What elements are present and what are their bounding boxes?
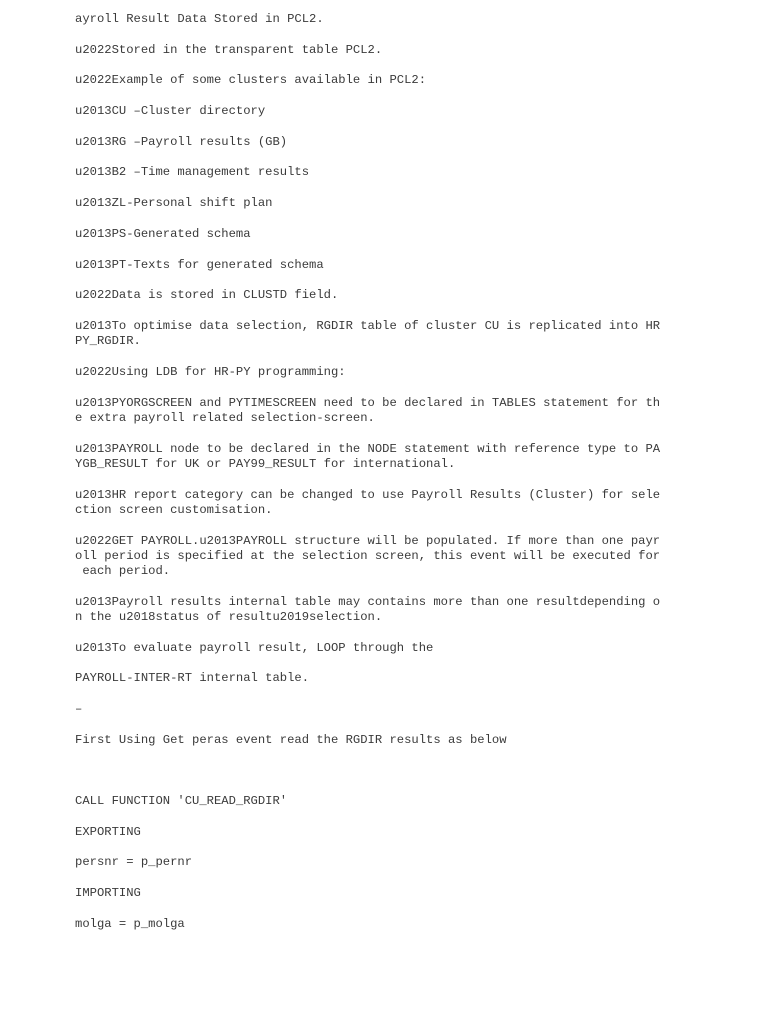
document-line: – <box>75 702 83 717</box>
document-line: ayroll Result Data Stored in PCL2. <box>75 12 324 26</box>
document-line: u2013B2 –Time management results <box>75 165 310 180</box>
document-line: u2022GET PAYROLL.u2013PAYROLL structure will be populated. If more than one payr oll period is specified at the selection screen, this event will be executed for each period. <box>75 533 661 579</box>
document-line: u2022Stored in the transparent table PCL2. <box>75 42 383 57</box>
document-line: u2013PAYROLL node to be declared in the NODE statement with reference type to PA YGB_RESULT for UK or PAY99_RESULT for international. <box>75 441 661 471</box>
document-line: u2013ZL-Personal shift plan <box>75 196 273 211</box>
code-line: CALL FUNCTION 'CU_READ_RGDIR' <box>75 794 288 809</box>
code-line: molga = p_molga <box>75 916 185 931</box>
document-line: PAYROLL-INTER-RT internal table. <box>75 671 310 686</box>
code-line: EXPORTING <box>75 824 141 839</box>
code-line: IMPORTING <box>75 886 141 901</box>
document-line: u2013RG –Payroll results (GB) <box>75 134 288 149</box>
document-line: u2013CU –Cluster directory <box>75 104 266 119</box>
document-line: u2013PT-Texts for generated schema <box>75 257 324 272</box>
document-line: u2013PYORGSCREEN and PYTIMESCREEN need to be declared in TABLES statement for th e extra payroll related selection-screen. <box>75 395 661 425</box>
document-line: u2022Example of some clusters available in PCL2: <box>75 73 427 88</box>
document-line: u2013HR report category can be changed to use Payroll Results (Cluster) for sele ction screen customisation. <box>75 487 661 517</box>
document-line: First Using Get peras event read the RGDIR results as below <box>75 732 507 747</box>
code-line: persnr = p_pernr <box>75 855 193 870</box>
document-line: u2013Payroll results internal table may contains more than one resultdepending o n the u2018status of resultu2019selection. <box>75 594 661 625</box>
document-line: u2013To optimise data selection, RGDIR table of cluster CU is replicated into HR PY_RGDIR. <box>75 318 661 349</box>
document-line: u2013PS-Generated schema <box>75 226 251 241</box>
document-line: u2022Using LDB for HR-PY programming: <box>75 364 346 379</box>
document-line: u2022Data is stored in CLUSTD field. <box>75 288 339 303</box>
document-body <box>75 12 685 947</box>
document-line: u2013To evaluate payroll result, LOOP through the <box>75 640 434 655</box>
